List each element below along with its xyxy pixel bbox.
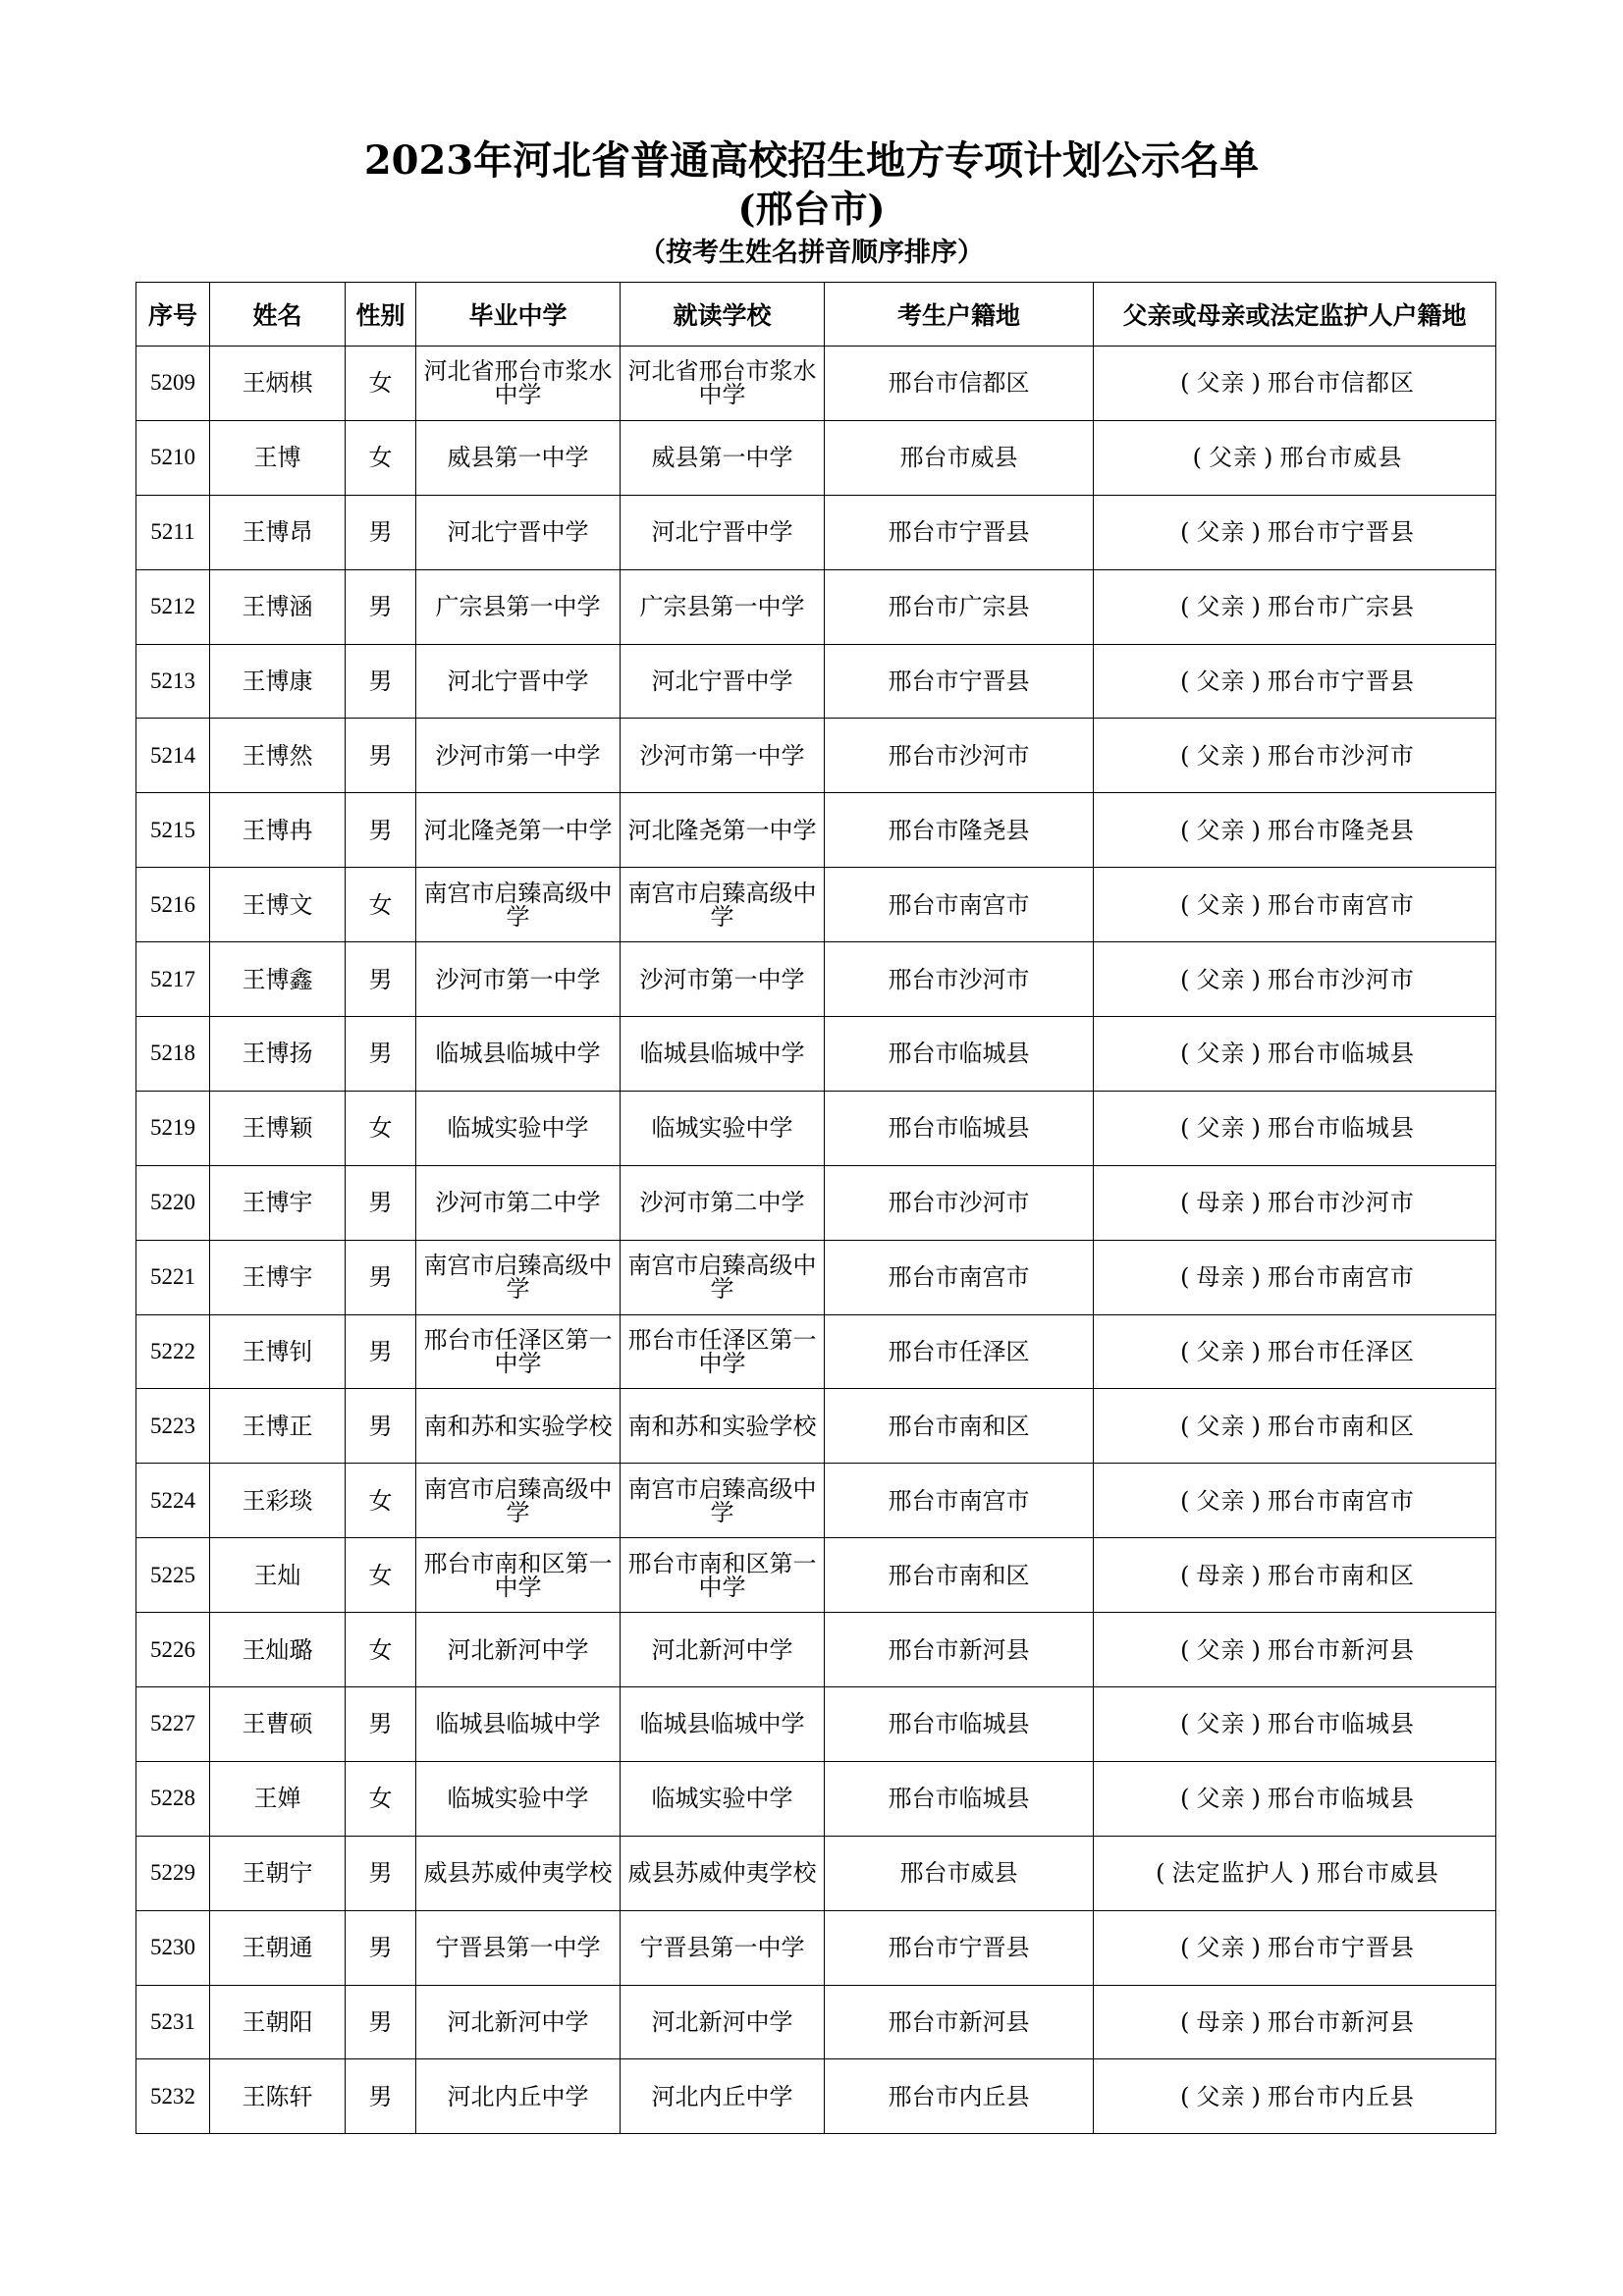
guardian-place: 邢台市临城县 xyxy=(1267,1710,1415,1738)
document-header xyxy=(0,135,1623,273)
cell-graduation-school: 南和苏和实验学校 xyxy=(416,1389,621,1464)
cell-number: 5218 xyxy=(136,1017,210,1092)
cell-guardian-registration: ( 父亲 ) 邢台市广宗县 xyxy=(1094,569,1496,644)
sort-note: （按考生姓名拼音顺序排序） xyxy=(639,238,984,268)
cell-guardian-registration: ( 父亲 ) 邢台市任泽区 xyxy=(1094,1314,1496,1389)
cell-current-school: 河北新河中学 xyxy=(621,1985,825,2059)
table-row xyxy=(136,1017,1496,1092)
guardian-place: 邢台市威县 xyxy=(1316,1859,1439,1888)
guardian-place: 邢台市信都区 xyxy=(1267,369,1415,398)
cell-name: 王博 xyxy=(210,420,346,495)
table-row xyxy=(136,1761,1496,1836)
cell-gender: 男 xyxy=(346,1687,416,1762)
cell-guardian-registration: ( 母亲 ) 邢台市南和区 xyxy=(1094,1538,1496,1613)
cell-graduation-school: 河北新河中学 xyxy=(416,1613,621,1687)
cell-guardian-registration: ( 父亲 ) 邢台市沙河市 xyxy=(1094,719,1496,793)
cell-graduation-school: 河北宁晋中学 xyxy=(416,495,621,569)
guardian-relation: 父亲 xyxy=(1196,1635,1246,1664)
cell-number: 5231 xyxy=(136,1985,210,2059)
guardian-relation: 母亲 xyxy=(1196,1561,1246,1589)
roster-table xyxy=(135,282,1496,2134)
cell-graduation-school: 临城实验中学 xyxy=(416,1091,621,1165)
cell-number: 5211 xyxy=(136,495,210,569)
cell-number: 5223 xyxy=(136,1389,210,1464)
cell-name: 王朝通 xyxy=(210,1910,346,1985)
cell-guardian-registration: ( 父亲 ) 邢台市临城县 xyxy=(1094,1017,1496,1092)
table-row xyxy=(136,1836,1496,1910)
cell-household-registration: 邢台市威县 xyxy=(825,420,1094,495)
cell-current-school: 南宫市启臻高级中学 xyxy=(621,1240,825,1314)
cell-gender: 男 xyxy=(346,1314,416,1389)
cell-number: 5213 xyxy=(136,644,210,719)
guardian-place: 邢台市威县 xyxy=(1279,444,1403,472)
cell-number: 5216 xyxy=(136,868,210,942)
guardian-place: 邢台市新河县 xyxy=(1267,1635,1415,1664)
cell-gender: 男 xyxy=(346,1910,416,1985)
cell-household-registration: 邢台市信都区 xyxy=(825,347,1094,421)
table-row xyxy=(136,1389,1496,1464)
cell-number: 5209 xyxy=(136,347,210,421)
guardian-place: 邢台市宁晋县 xyxy=(1267,667,1415,695)
cell-guardian-registration: ( 父亲 ) 邢台市南宫市 xyxy=(1094,868,1496,942)
cell-graduation-school: 威县第一中学 xyxy=(416,420,621,495)
cell-number: 5232 xyxy=(136,2059,210,2134)
guardian-relation: 父亲 xyxy=(1196,741,1246,770)
guardian-place: 邢台市任泽区 xyxy=(1267,1338,1415,1366)
document-title: 2023年河北省普通高校招生地方专项计划公示名单 xyxy=(363,137,1260,184)
cell-number: 5214 xyxy=(136,719,210,793)
cell-guardian-registration: ( 父亲 ) 邢台市内丘县 xyxy=(1094,2059,1496,2134)
cell-graduation-school: 南宫市启臻高级中学 xyxy=(416,868,621,942)
cell-name: 王博宇 xyxy=(210,1240,346,1314)
cell-current-school: 广宗县第一中学 xyxy=(621,569,825,644)
cell-household-registration: 邢台市临城县 xyxy=(825,1687,1094,1762)
cell-graduation-school: 河北隆尧第一中学 xyxy=(416,793,621,868)
cell-name: 王博钊 xyxy=(210,1314,346,1389)
cell-number: 5224 xyxy=(136,1464,210,1538)
cell-number: 5212 xyxy=(136,569,210,644)
cell-guardian-registration: ( 父亲 ) 邢台市临城县 xyxy=(1094,1091,1496,1165)
guardian-place: 邢台市沙河市 xyxy=(1267,1189,1415,1217)
guardian-place: 邢台市内丘县 xyxy=(1267,2082,1415,2110)
cell-gender: 男 xyxy=(346,719,416,793)
table-row xyxy=(136,569,1496,644)
guardian-relation: 父亲 xyxy=(1196,369,1246,398)
cell-name: 王博宇 xyxy=(210,1165,346,1240)
guardian-place: 邢台市南宫市 xyxy=(1267,890,1415,919)
cell-household-registration: 邢台市临城县 xyxy=(825,1761,1094,1836)
guardian-relation: 父亲 xyxy=(1196,1486,1246,1515)
table-row xyxy=(136,1985,1496,2059)
cell-household-registration: 邢台市隆尧县 xyxy=(825,793,1094,868)
table-row xyxy=(136,644,1496,719)
guardian-relation: 父亲 xyxy=(1196,1338,1246,1366)
cell-graduation-school: 河北省邢台市浆水中学 xyxy=(416,347,621,421)
cell-number: 5220 xyxy=(136,1165,210,1240)
table-row xyxy=(136,1314,1496,1389)
cell-name: 王博文 xyxy=(210,868,346,942)
column-header-guardian-registration: 父亲或母亲或法定监护人户籍地 xyxy=(1094,283,1496,347)
column-header-gender: 性别 xyxy=(346,283,416,347)
cell-guardian-registration: ( 母亲 ) 邢台市南宫市 xyxy=(1094,1240,1496,1314)
guardian-place: 邢台市南宫市 xyxy=(1267,1263,1415,1292)
cell-household-registration: 邢台市广宗县 xyxy=(825,569,1094,644)
cell-household-registration: 邢台市威县 xyxy=(825,1836,1094,1910)
cell-number: 5219 xyxy=(136,1091,210,1165)
column-header-current-school: 就读学校 xyxy=(621,283,825,347)
cell-name: 王博鑫 xyxy=(210,942,346,1017)
cell-graduation-school: 临城县临城中学 xyxy=(416,1017,621,1092)
cell-number: 5215 xyxy=(136,793,210,868)
guardian-relation: 父亲 xyxy=(1209,444,1258,472)
guardian-relation: 父亲 xyxy=(1196,890,1246,919)
cell-graduation-school: 南宫市启臻高级中学 xyxy=(416,1240,621,1314)
guardian-relation: 母亲 xyxy=(1196,1189,1246,1217)
cell-name: 王博昂 xyxy=(210,495,346,569)
cell-guardian-registration: ( 父亲 ) 邢台市宁晋县 xyxy=(1094,1910,1496,1985)
guardian-place: 邢台市广宗县 xyxy=(1267,593,1415,621)
cell-number: 5217 xyxy=(136,942,210,1017)
cell-household-registration: 邢台市新河县 xyxy=(825,1613,1094,1687)
cell-gender: 男 xyxy=(346,1836,416,1910)
cell-gender: 女 xyxy=(346,1091,416,1165)
guardian-relation: 父亲 xyxy=(1196,1412,1246,1440)
table-row xyxy=(136,942,1496,1017)
column-header-household-registration: 考生户籍地 xyxy=(825,283,1094,347)
cell-gender: 男 xyxy=(346,495,416,569)
column-header-name: 姓名 xyxy=(210,283,346,347)
guardian-place: 邢台市宁晋县 xyxy=(1267,1934,1415,1962)
cell-guardian-registration: ( 父亲 ) 邢台市南和区 xyxy=(1094,1389,1496,1464)
cell-gender: 女 xyxy=(346,1464,416,1538)
cell-graduation-school: 邢台市任泽区第一中学 xyxy=(416,1314,621,1389)
cell-number: 5229 xyxy=(136,1836,210,1910)
table-row xyxy=(136,1240,1496,1314)
cell-gender: 男 xyxy=(346,644,416,719)
cell-gender: 女 xyxy=(346,347,416,421)
cell-current-school: 南宫市启臻高级中学 xyxy=(621,1464,825,1538)
cell-graduation-school: 临城县临城中学 xyxy=(416,1687,621,1762)
cell-household-registration: 邢台市沙河市 xyxy=(825,719,1094,793)
cell-number: 5230 xyxy=(136,1910,210,1985)
cell-household-registration: 邢台市宁晋县 xyxy=(825,644,1094,719)
cell-gender: 男 xyxy=(346,1017,416,1092)
guardian-relation: 父亲 xyxy=(1196,1040,1246,1068)
cell-current-school: 威县苏威仲夷学校 xyxy=(621,1836,825,1910)
cell-name: 王博然 xyxy=(210,719,346,793)
cell-name: 王博涵 xyxy=(210,569,346,644)
table-row xyxy=(136,420,1496,495)
cell-name: 王博扬 xyxy=(210,1017,346,1092)
guardian-place: 邢台市沙河市 xyxy=(1267,741,1415,770)
table-row xyxy=(136,1910,1496,1985)
cell-name: 王曹硕 xyxy=(210,1687,346,1762)
cell-number: 5221 xyxy=(136,1240,210,1314)
guardian-place: 邢台市宁晋县 xyxy=(1267,518,1415,547)
table-row xyxy=(136,1165,1496,1240)
cell-guardian-registration: ( 父亲 ) 邢台市南宫市 xyxy=(1094,1464,1496,1538)
cell-guardian-registration: ( 父亲 ) 邢台市新河县 xyxy=(1094,1613,1496,1687)
document-subtitle: (邢台市) xyxy=(737,187,886,231)
guardian-relation: 父亲 xyxy=(1196,1710,1246,1738)
guardian-place: 邢台市临城县 xyxy=(1267,1040,1415,1068)
table-row xyxy=(136,1464,1496,1538)
guardian-relation: 父亲 xyxy=(1196,667,1246,695)
cell-household-registration: 邢台市宁晋县 xyxy=(825,495,1094,569)
cell-current-school: 河北宁晋中学 xyxy=(621,495,825,569)
cell-gender: 男 xyxy=(346,1165,416,1240)
cell-gender: 女 xyxy=(346,1761,416,1836)
cell-number: 5210 xyxy=(136,420,210,495)
guardian-place: 邢台市新河县 xyxy=(1267,2008,1415,2037)
column-header-number: 序号 xyxy=(136,283,210,347)
table-row xyxy=(136,868,1496,942)
cell-name: 王灿璐 xyxy=(210,1613,346,1687)
guardian-place: 邢台市临城县 xyxy=(1267,1114,1415,1143)
cell-name: 王朝阳 xyxy=(210,1985,346,2059)
guardian-place: 邢台市临城县 xyxy=(1267,1785,1415,1813)
guardian-place: 邢台市沙河市 xyxy=(1267,965,1415,993)
cell-graduation-school: 南宫市启臻高级中学 xyxy=(416,1464,621,1538)
cell-household-registration: 邢台市新河县 xyxy=(825,1985,1094,2059)
cell-name: 王博颖 xyxy=(210,1091,346,1165)
cell-current-school: 宁晋县第一中学 xyxy=(621,1910,825,1985)
cell-guardian-registration: ( 父亲 ) 邢台市威县 xyxy=(1094,420,1496,495)
cell-name: 王彩琰 xyxy=(210,1464,346,1538)
cell-household-registration: 邢台市南宫市 xyxy=(825,1240,1094,1314)
cell-number: 5227 xyxy=(136,1687,210,1762)
guardian-relation: 母亲 xyxy=(1196,1263,1246,1292)
cell-current-school: 河北隆尧第一中学 xyxy=(621,793,825,868)
cell-gender: 男 xyxy=(346,1240,416,1314)
cell-current-school: 南和苏和实验学校 xyxy=(621,1389,825,1464)
cell-gender: 男 xyxy=(346,793,416,868)
column-header-graduation-school: 毕业中学 xyxy=(416,283,621,347)
table-header-row xyxy=(136,283,1496,347)
cell-graduation-school: 临城实验中学 xyxy=(416,1761,621,1836)
cell-name: 王博正 xyxy=(210,1389,346,1464)
cell-household-registration: 邢台市南宫市 xyxy=(825,868,1094,942)
guardian-relation: 父亲 xyxy=(1196,1114,1246,1143)
guardian-relation: 父亲 xyxy=(1196,965,1246,993)
guardian-relation: 法定监护人 xyxy=(1171,1859,1295,1888)
cell-gender: 女 xyxy=(346,1538,416,1613)
guardian-relation: 父亲 xyxy=(1196,1785,1246,1813)
guardian-place: 邢台市南和区 xyxy=(1267,1412,1415,1440)
cell-name: 王炳棋 xyxy=(210,347,346,421)
cell-number: 5222 xyxy=(136,1314,210,1389)
cell-current-school: 临城县临城中学 xyxy=(621,1017,825,1092)
cell-name: 王陈轩 xyxy=(210,2059,346,2134)
cell-name: 王朝宁 xyxy=(210,1836,346,1910)
cell-graduation-school: 沙河市第一中学 xyxy=(416,719,621,793)
cell-guardian-registration: ( 母亲 ) 邢台市新河县 xyxy=(1094,1985,1496,2059)
cell-household-registration: 邢台市宁晋县 xyxy=(825,1910,1094,1985)
cell-current-school: 河北省邢台市浆水中学 xyxy=(621,347,825,421)
table-row xyxy=(136,1091,1496,1165)
table-row xyxy=(136,2059,1496,2134)
cell-current-school: 河北新河中学 xyxy=(621,1613,825,1687)
table-row xyxy=(136,495,1496,569)
guardian-relation: 父亲 xyxy=(1196,2082,1246,2110)
cell-graduation-school: 沙河市第一中学 xyxy=(416,942,621,1017)
cell-household-registration: 邢台市临城县 xyxy=(825,1017,1094,1092)
cell-graduation-school: 威县苏威仲夷学校 xyxy=(416,1836,621,1910)
cell-gender: 男 xyxy=(346,569,416,644)
table-row xyxy=(136,1538,1496,1613)
cell-household-registration: 邢台市南宫市 xyxy=(825,1464,1094,1538)
cell-current-school: 威县第一中学 xyxy=(621,420,825,495)
cell-household-registration: 邢台市南和区 xyxy=(825,1389,1094,1464)
cell-household-registration: 邢台市临城县 xyxy=(825,1091,1094,1165)
cell-household-registration: 邢台市内丘县 xyxy=(825,2059,1094,2134)
cell-name: 王婵 xyxy=(210,1761,346,1836)
cell-guardian-registration: ( 父亲 ) 邢台市宁晋县 xyxy=(1094,495,1496,569)
guardian-relation: 父亲 xyxy=(1196,816,1246,844)
cell-gender: 女 xyxy=(346,420,416,495)
cell-guardian-registration: ( 父亲 ) 邢台市隆尧县 xyxy=(1094,793,1496,868)
cell-gender: 女 xyxy=(346,868,416,942)
cell-current-school: 南宫市启臻高级中学 xyxy=(621,868,825,942)
cell-graduation-school: 邢台市南和区第一中学 xyxy=(416,1538,621,1613)
cell-guardian-registration: ( 父亲 ) 邢台市临城县 xyxy=(1094,1687,1496,1762)
cell-guardian-registration: ( 父亲 ) 邢台市沙河市 xyxy=(1094,942,1496,1017)
cell-graduation-school: 河北新河中学 xyxy=(416,1985,621,2059)
table-row xyxy=(136,347,1496,421)
table-row xyxy=(136,1613,1496,1687)
cell-graduation-school: 河北宁晋中学 xyxy=(416,644,621,719)
cell-name: 王灿 xyxy=(210,1538,346,1613)
cell-current-school: 河北宁晋中学 xyxy=(621,644,825,719)
cell-current-school: 沙河市第二中学 xyxy=(621,1165,825,1240)
cell-number: 5228 xyxy=(136,1761,210,1836)
cell-current-school: 河北内丘中学 xyxy=(621,2059,825,2134)
cell-name: 王博康 xyxy=(210,644,346,719)
cell-number: 5226 xyxy=(136,1613,210,1687)
cell-gender: 女 xyxy=(346,1613,416,1687)
cell-graduation-school: 宁晋县第一中学 xyxy=(416,1910,621,1985)
cell-guardian-registration: ( 母亲 ) 邢台市沙河市 xyxy=(1094,1165,1496,1240)
cell-household-registration: 邢台市沙河市 xyxy=(825,942,1094,1017)
cell-current-school: 临城实验中学 xyxy=(621,1091,825,1165)
cell-household-registration: 邢台市任泽区 xyxy=(825,1314,1094,1389)
guardian-place: 邢台市隆尧县 xyxy=(1267,816,1415,844)
cell-current-school: 沙河市第一中学 xyxy=(621,942,825,1017)
cell-gender: 男 xyxy=(346,1389,416,1464)
cell-graduation-school: 沙河市第二中学 xyxy=(416,1165,621,1240)
guardian-place: 邢台市南和区 xyxy=(1267,1561,1415,1589)
cell-household-registration: 邢台市南和区 xyxy=(825,1538,1094,1613)
guardian-relation: 父亲 xyxy=(1196,518,1246,547)
cell-graduation-school: 广宗县第一中学 xyxy=(416,569,621,644)
cell-gender: 男 xyxy=(346,1985,416,2059)
cell-guardian-registration: ( 父亲 ) 邢台市信都区 xyxy=(1094,347,1496,421)
cell-gender: 男 xyxy=(346,2059,416,2134)
guardian-relation: 父亲 xyxy=(1196,1934,1246,1962)
cell-guardian-registration: ( 父亲 ) 邢台市宁晋县 xyxy=(1094,644,1496,719)
cell-current-school: 临城县临城中学 xyxy=(621,1687,825,1762)
cell-graduation-school: 河北内丘中学 xyxy=(416,2059,621,2134)
guardian-relation: 母亲 xyxy=(1196,2008,1246,2037)
cell-current-school: 邢台市任泽区第一中学 xyxy=(621,1314,825,1389)
cell-current-school: 邢台市南和区第一中学 xyxy=(621,1538,825,1613)
cell-current-school: 临城实验中学 xyxy=(621,1761,825,1836)
cell-number: 5225 xyxy=(136,1538,210,1613)
guardian-place: 邢台市南宫市 xyxy=(1267,1486,1415,1515)
cell-current-school: 沙河市第一中学 xyxy=(621,719,825,793)
cell-household-registration: 邢台市沙河市 xyxy=(825,1165,1094,1240)
cell-gender: 男 xyxy=(346,942,416,1017)
table-row xyxy=(136,793,1496,868)
cell-guardian-registration: ( 法定监护人 ) 邢台市威县 xyxy=(1094,1836,1496,1910)
guardian-relation: 父亲 xyxy=(1196,593,1246,621)
cell-guardian-registration: ( 父亲 ) 邢台市临城县 xyxy=(1094,1761,1496,1836)
cell-name: 王博冉 xyxy=(210,793,346,868)
table-row xyxy=(136,719,1496,793)
table-row xyxy=(136,1687,1496,1762)
